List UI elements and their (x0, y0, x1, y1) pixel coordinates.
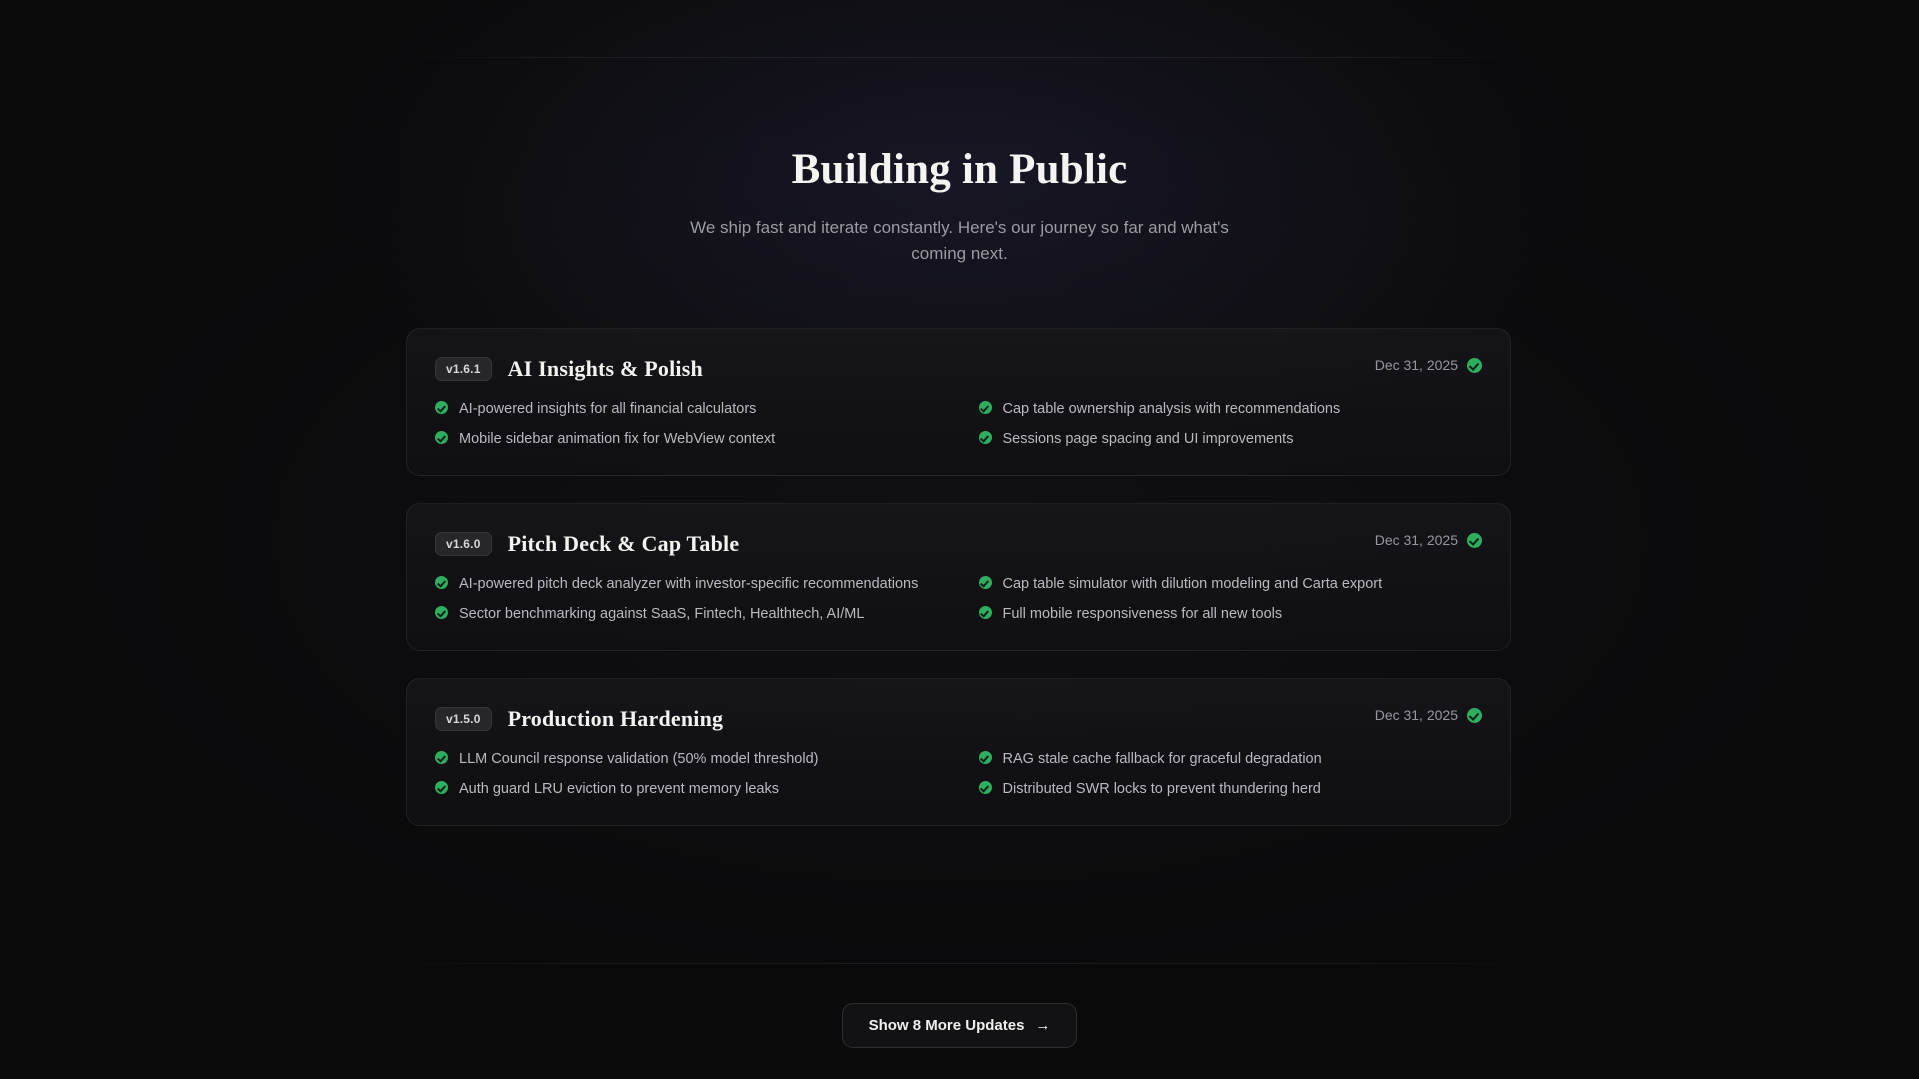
list-item (979, 749, 1483, 769)
list-item (979, 574, 1483, 594)
list-item (435, 749, 939, 769)
check-circle-icon (979, 576, 992, 589)
list-item (435, 604, 939, 624)
list-item (979, 779, 1483, 799)
page-subtitle: We ship fast and iterate constantly. Here's our journey so far and what's coming next. (690, 218, 1229, 263)
check-circle-icon (979, 431, 992, 444)
check-circle-icon (1467, 358, 1482, 373)
list-item (435, 429, 939, 449)
release-header (435, 705, 1482, 733)
release-date: Dec 31, 2025 (1374, 357, 1458, 373)
list-item-label: Cap table ownership analysis with recommendations (1002, 401, 1341, 417)
list-item (435, 574, 939, 594)
page-title: Building in Public (791, 146, 1128, 193)
release-items (435, 574, 1482, 624)
release-title: Pitch Deck & Cap Table (507, 531, 740, 556)
release-date-group (1375, 357, 1482, 373)
check-circle-icon (979, 401, 992, 414)
top-divider (383, 57, 1538, 58)
check-circle-icon (435, 576, 448, 589)
list-item (979, 604, 1483, 624)
arrow-right-icon: → (1035, 1017, 1051, 1034)
list-item (979, 399, 1483, 419)
check-circle-icon (979, 751, 992, 764)
version-badge: v1.6.0 (435, 532, 492, 556)
release-list (406, 328, 1511, 853)
release-date-group (1375, 707, 1482, 723)
check-circle-icon (435, 781, 448, 794)
release-card (406, 328, 1511, 476)
list-item-label: Sector benchmarking against SaaS, Fintech, Healthtech, AI/ML (459, 606, 865, 622)
release-title: AI Insights & Polish (507, 356, 703, 381)
release-card (406, 503, 1511, 651)
check-circle-icon (979, 606, 992, 619)
bottom-divider (383, 963, 1538, 964)
release-title: Production Hardening (507, 706, 724, 731)
check-circle-icon (979, 781, 992, 794)
version-badge: v1.5.0 (435, 707, 492, 731)
check-circle-icon (435, 431, 448, 444)
more-updates-row (0, 1003, 1919, 1048)
version-badge: v1.6.1 (435, 357, 492, 381)
list-item-label: Full mobile responsiveness for all new tools (1002, 606, 1283, 622)
check-circle-icon (435, 751, 448, 764)
list-item-label: Cap table simulator with dilution modeling and Carta export (1002, 576, 1383, 592)
check-circle-icon (1467, 533, 1482, 548)
list-item-label: Sessions page spacing and UI improvements (1002, 431, 1294, 447)
release-date: Dec 31, 2025 (1374, 532, 1458, 548)
list-item (435, 399, 939, 419)
release-header (435, 355, 1482, 383)
page-header (0, 148, 1919, 267)
list-item-label: Mobile sidebar animation fix for WebView context (459, 431, 776, 447)
list-item-label: Auth guard LRU eviction to prevent memory leaks (459, 781, 779, 797)
release-date: Dec 31, 2025 (1374, 707, 1458, 723)
list-item (435, 779, 939, 799)
check-circle-icon (435, 401, 448, 414)
show-more-updates-label: Show 8 More Updates (868, 1017, 1025, 1034)
list-item (979, 429, 1483, 449)
check-circle-icon (435, 606, 448, 619)
release-header (435, 530, 1482, 558)
release-card (406, 678, 1511, 826)
list-item-label: Distributed SWR locks to prevent thundering herd (1002, 781, 1321, 797)
release-date-group (1375, 532, 1482, 548)
list-item-label: AI-powered pitch deck analyzer with investor-specific recommendations (459, 576, 919, 592)
release-items (435, 399, 1482, 449)
check-circle-icon (1467, 708, 1482, 723)
list-item-label: RAG stale cache fallback for graceful degradation (1002, 751, 1322, 767)
show-more-updates-button[interactable] (842, 1003, 1078, 1048)
release-items (435, 749, 1482, 799)
list-item-label: AI-powered insights for all financial calculators (459, 401, 757, 417)
list-item-label: LLM Council response validation (50% model threshold) (459, 751, 819, 767)
